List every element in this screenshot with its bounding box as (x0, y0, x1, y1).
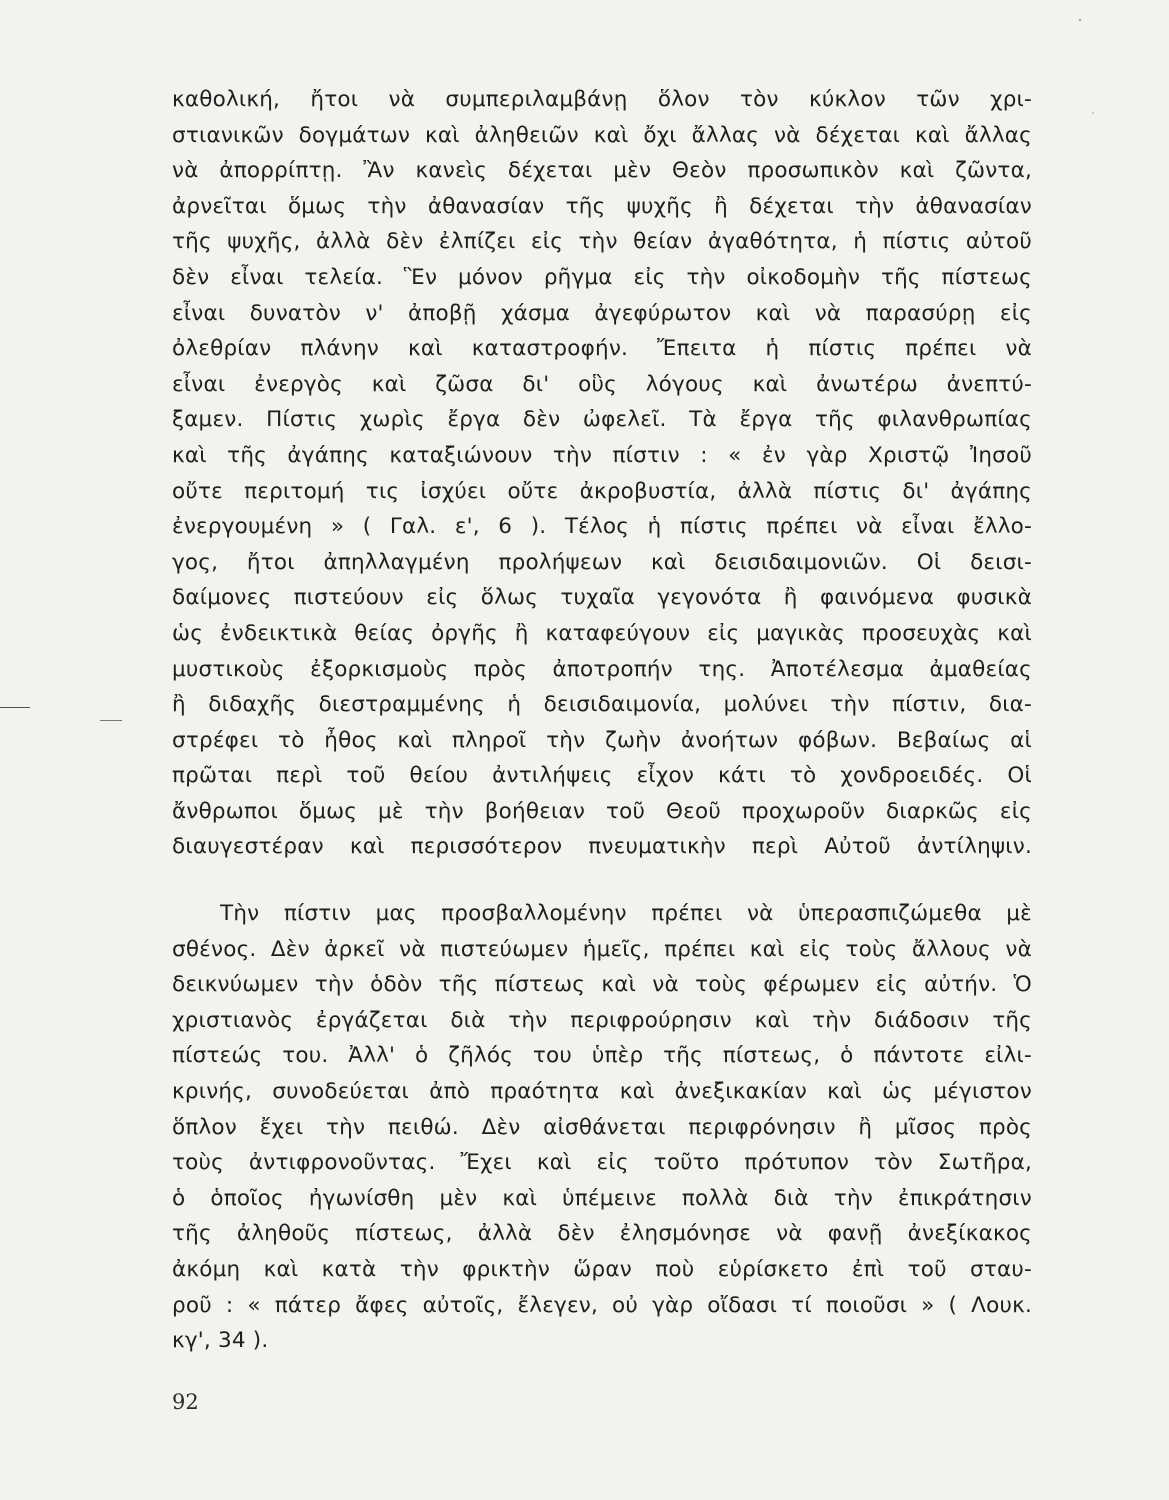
text-line: κγ', 34 ). (172, 1328, 269, 1354)
text-line: ἢ διδαχῆς διεστραμμένης ἡ δεισιδαιμονία, μολύνει τὴν πίστιν, δια- (172, 692, 1032, 718)
text-line: στρέφει τὸ ἦθος καὶ πληροῖ τὴν ζωὴν ἀνοήτων φόβων. Βεβαίως αἱ (172, 727, 1032, 753)
text-line: στιανικῶν δογμάτων καὶ ἀληθειῶν καὶ ὄχι ἄλλας νὰ δέχεται καὶ ἄλλας (172, 122, 1032, 148)
text-line: δὲν εἶναι τελεία. Ἓν μόνον ρῆγμα εἰς τὴν οἰκοδομὴν τῆς πίστεως (172, 264, 1032, 290)
text-line: τοὺς ἀντιφρονοῦντας. Ἔχει καὶ εἰς τοῦτο πρότυπον τὸν Σωτῆρα, (172, 1150, 1032, 1176)
text-line: ἐνεργουμένη » ( Γαλ. ε', 6 ). Τέλος ἡ πίστις πρέπει νὰ εἶναι ἔλλο- (172, 514, 1032, 540)
text-line: ἀρνεῖται ὅμως τὴν ἀθανασίαν τῆς ψυχῆς ἢ δέχεται τὴν ἀθανασίαν (172, 193, 1032, 219)
text-line: πίστεώς του. Ἀλλ' ὁ ζῆλός του ὑπὲρ τῆς πίστεως, ὁ πάντοτε εἰλι- (172, 1043, 1032, 1069)
text-line: καὶ τῆς ἀγάπης καταξιώνουν τὴν πίστιν : « ἐν γὰρ Χριστῷ Ἰησοῦ (172, 442, 1032, 468)
scan-edge-mark (0, 707, 30, 708)
text-line: Τὴν πίστιν μας προσβαλλομένην πρέπει νὰ ὑπερασπιζώμεθα μὲ (220, 901, 1032, 926)
text-line: χριστιανὸς ἐργάζεται διὰ τὴν περιφρούρησιν καὶ τὴν διάδοσιν τῆς (172, 1007, 1032, 1033)
text-line: διαυγεστέραν καὶ περισσότερον πνευματικὴν περὶ Αὐτοῦ ἀντίληψιν. (172, 834, 1032, 860)
scan-speck (1079, 19, 1081, 21)
paragraph-2 (172, 896, 1032, 1359)
text-line: ἀκόμη καὶ κατὰ τὴν φρικτὴν ὥραν ποὺ εὑρίσκετο ἐπὶ τοῦ σταυ- (172, 1256, 1032, 1282)
text-line: καθολική, ἤτοι νὰ συμπεριλαμβάνῃ ὅλον τὸν κύκλον τῶν χρι- (172, 87, 1032, 112)
text-line: ὁ ὁποῖος ἠγωνίσθη μὲν καὶ ὑπέμεινε πολλὰ διὰ τὴν ἐπικράτησιν (172, 1185, 1032, 1211)
paragraph-1 (172, 82, 1032, 865)
text-line: τῆς ἀληθοῦς πίστεως, ἀλλὰ δὲν ἐλησμόνησε νὰ φανῇ ἀνεξίκακος (172, 1221, 1032, 1247)
text-line: γος, ἤτοι ἀπηλλαγμένη προλήψεων καὶ δεισιδαιμονιῶν. Οἱ δεισι- (172, 549, 1032, 575)
text-line: ροῦ : « πάτερ ἄφες αὐτοῖς, ἔλεγεν, οὐ γὰρ οἴδασι τί ποιοῦσι » ( Λουκ. (172, 1292, 1032, 1318)
text-line: ἄνθρωποι ὅμως μὲ τὴν βοήθειαν τοῦ Θεοῦ προχωροῦν διαρκῶς εἰς (172, 798, 1032, 824)
text-line: κρινής, συνοδεύεται ἀπὸ πραότητα καὶ ἀνεξικακίαν καὶ ὡς μέγιστον (172, 1078, 1032, 1104)
text-line: εἶναι ἐνεργὸς καὶ ζῶσα δι' οὓς λόγους καὶ ἀνωτέρω ἀνεπτύ- (172, 371, 1032, 397)
scan-edge-mark (100, 720, 122, 721)
scan-speck (1092, 112, 1094, 114)
text-line: ὅπλον ἔχει τὴν πειθώ. Δὲν αἰσθάνεται περιφρόνησιν ἢ μῖσος πρὸς (172, 1114, 1032, 1140)
text-line: τῆς ψυχῆς, ἀλλὰ δὲν ἐλπίζει εἰς τὴν θείαν ἀγαθότητα, ἡ πίστις αὐτοῦ (172, 229, 1032, 255)
text-line: σθένος. Δὲν ἀρκεῖ νὰ πιστεύωμεν ἡμεῖς, πρέπει καὶ εἰς τοὺς ἄλλους νὰ (172, 936, 1032, 962)
text-line: δαίμονες πιστεύουν εἰς ὅλως τυχαῖα γεγονότα ἢ φαινόμενα φυσικὰ (172, 585, 1032, 611)
text-line: οὔτε περιτομή τις ἰσχύει οὔτε ἀκροβυστία, ἀλλὰ πίστις δι' ἀγάπης (172, 478, 1032, 504)
text-line: δεικνύωμεν τὴν ὁδὸν τῆς πίστεως καὶ νὰ τοὺς φέρωμεν εἰς αὐτήν. Ὁ (172, 972, 1032, 998)
text-line: ξαμεν. Πίστις χωρὶς ἔργα δὲν ὠφελεῖ. Τὰ ἔργα τῆς φιλανθρωπίας (172, 407, 1032, 433)
page-number: 92 (172, 1390, 199, 1414)
text-line: νὰ ἀπορρίπτῃ. Ἂν κανεὶς δέχεται μὲν Θεὸν προσωπικὸν καὶ ζῶντα, (172, 158, 1032, 184)
text-line: μυστικοὺς ἐξορκισμοὺς πρὸς ἀποτροπήν της. Ἀποτέλεσμα ἀμαθείας (172, 656, 1032, 682)
text-line: ὡς ἐνδεικτικὰ θείας ὀργῆς ἢ καταφεύγουν εἰς μαγικὰς προσευχὰς καὶ (172, 620, 1032, 646)
text-line: πρῶται περὶ τοῦ θείου ἀντιλήψεις εἶχον κάτι τὸ χονδροειδές. Οἱ (172, 763, 1032, 789)
text-line: εἶναι δυνατὸν ν' ἀποβῇ χάσμα ἀγεφύρωτον καὶ νὰ παρασύρῃ εἰς (172, 300, 1032, 326)
text-line: ὀλεθρίαν πλάνην καὶ καταστροφήν. Ἔπειτα ἡ πίστις πρέπει νὰ (172, 336, 1032, 362)
